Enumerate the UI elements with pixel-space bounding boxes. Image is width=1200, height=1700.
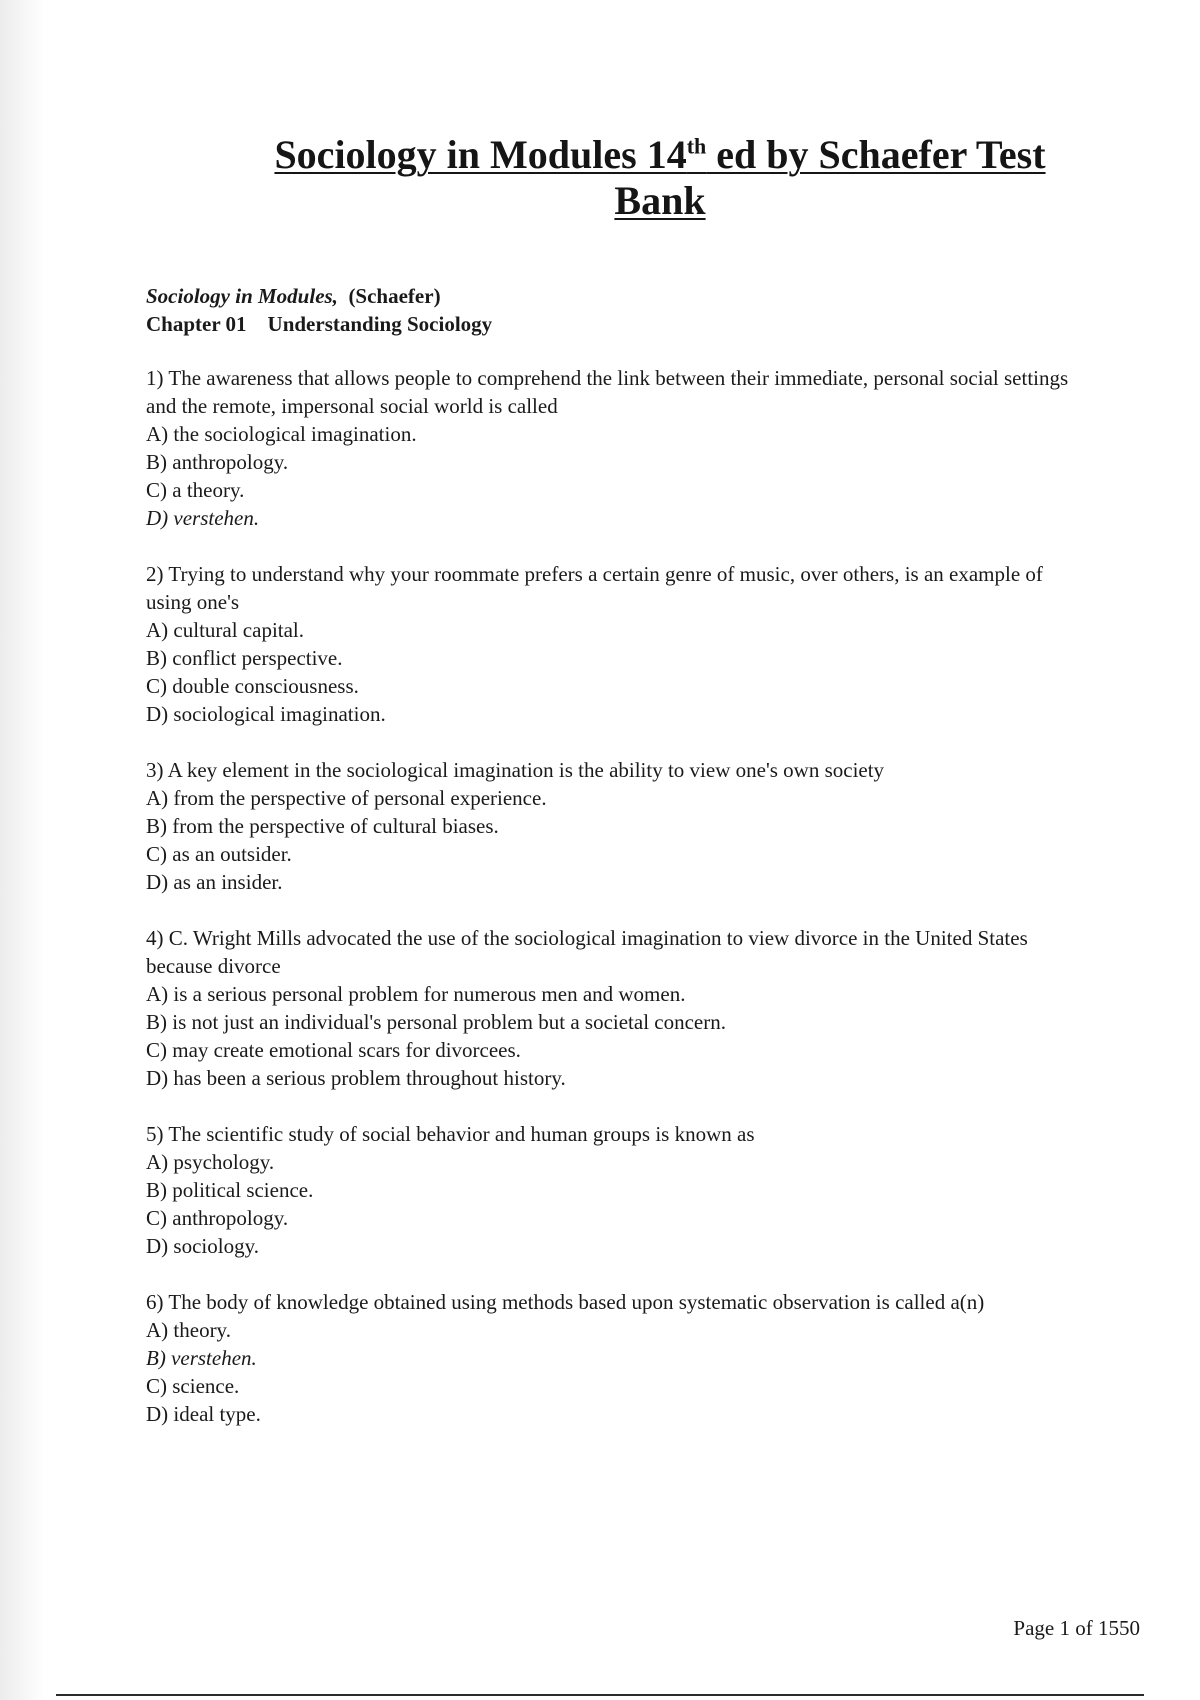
title-line-2: Bank bbox=[614, 178, 706, 223]
question-item bbox=[146, 924, 1076, 1092]
page-edge-shadow bbox=[0, 0, 44, 1700]
question-item bbox=[146, 756, 1076, 896]
answer-option: C) as an outsider. bbox=[146, 842, 292, 866]
title-superscript: th bbox=[686, 133, 707, 159]
answer-option: B) political science. bbox=[146, 1178, 314, 1202]
answer-option: D) sociological imagination. bbox=[146, 702, 386, 726]
book-title-line bbox=[146, 282, 492, 310]
answer-option: B) from the perspective of cultural biases. bbox=[146, 814, 499, 838]
bottom-rule bbox=[56, 1694, 1144, 1696]
question-stem: 4) C. Wright Mills advocated the use of the sociological imagination to view divorce in the United States because divorce bbox=[146, 926, 1028, 978]
answer-option: A) from the perspective of personal experience. bbox=[146, 786, 547, 810]
book-title: Sociology in Modules, bbox=[146, 284, 338, 308]
answer-option: D) ideal type. bbox=[146, 1402, 261, 1426]
title-line-1: Sociology in Modules 14th ed by Schaefer Test bbox=[274, 132, 1046, 177]
question-stem: 3) A key element in the sociological imagination is the ability to view one's own society bbox=[146, 758, 885, 782]
answer-option: C) may create emotional scars for divorcees. bbox=[146, 1038, 521, 1062]
question-list bbox=[146, 364, 1076, 1456]
answer-option: D) verstehen. bbox=[146, 506, 260, 530]
answer-option: A) theory. bbox=[146, 1318, 231, 1342]
question-stem: 5) The scientific study of social behavior and human groups is known as bbox=[146, 1122, 755, 1146]
answer-option: A) is a serious personal problem for numerous men and women. bbox=[146, 982, 686, 1006]
answer-option: A) cultural capital. bbox=[146, 618, 305, 642]
answer-option: A) the sociological imagination. bbox=[146, 422, 417, 446]
answer-option: B) conflict perspective. bbox=[146, 646, 343, 670]
answer-option: D) has been a serious problem throughout history. bbox=[146, 1066, 566, 1090]
question-item bbox=[146, 364, 1076, 532]
chapter-title: Understanding Sociology bbox=[267, 312, 493, 336]
page-number: Page 1 of 1550 bbox=[1013, 1616, 1140, 1640]
question-item bbox=[146, 560, 1076, 728]
answer-option: B) is not just an individual's personal problem but a societal concern. bbox=[146, 1010, 726, 1034]
question-stem: 2) Trying to understand why your roommate prefers a certain genre of music, over others, is an example of using one's bbox=[146, 562, 1043, 614]
question-item bbox=[146, 1120, 1076, 1260]
answer-option: C) anthropology. bbox=[146, 1206, 289, 1230]
page-title bbox=[250, 132, 1070, 224]
chapter-label: Chapter 01 bbox=[146, 312, 247, 336]
answer-option: D) as an insider. bbox=[146, 870, 283, 894]
question-stem: 6) The body of knowledge obtained using methods based upon systematic observation is called a(n) bbox=[146, 1290, 985, 1314]
answer-option: C) science. bbox=[146, 1374, 240, 1398]
answer-option: C) double consciousness. bbox=[146, 674, 359, 698]
answer-option: B) anthropology. bbox=[146, 450, 289, 474]
chapter-heading bbox=[146, 310, 492, 338]
question-item bbox=[146, 1288, 1076, 1428]
book-header bbox=[146, 282, 492, 338]
answer-option: D) sociology. bbox=[146, 1234, 259, 1258]
answer-option: B) verstehen. bbox=[146, 1346, 257, 1370]
question-stem: 1) The awareness that allows people to comprehend the link between their immediate, personal social settings and the remote, impersonal social world is called bbox=[146, 366, 1069, 418]
book-author: (Schaefer) bbox=[348, 284, 441, 308]
answer-option: C) a theory. bbox=[146, 478, 245, 502]
answer-option: A) psychology. bbox=[146, 1150, 275, 1174]
